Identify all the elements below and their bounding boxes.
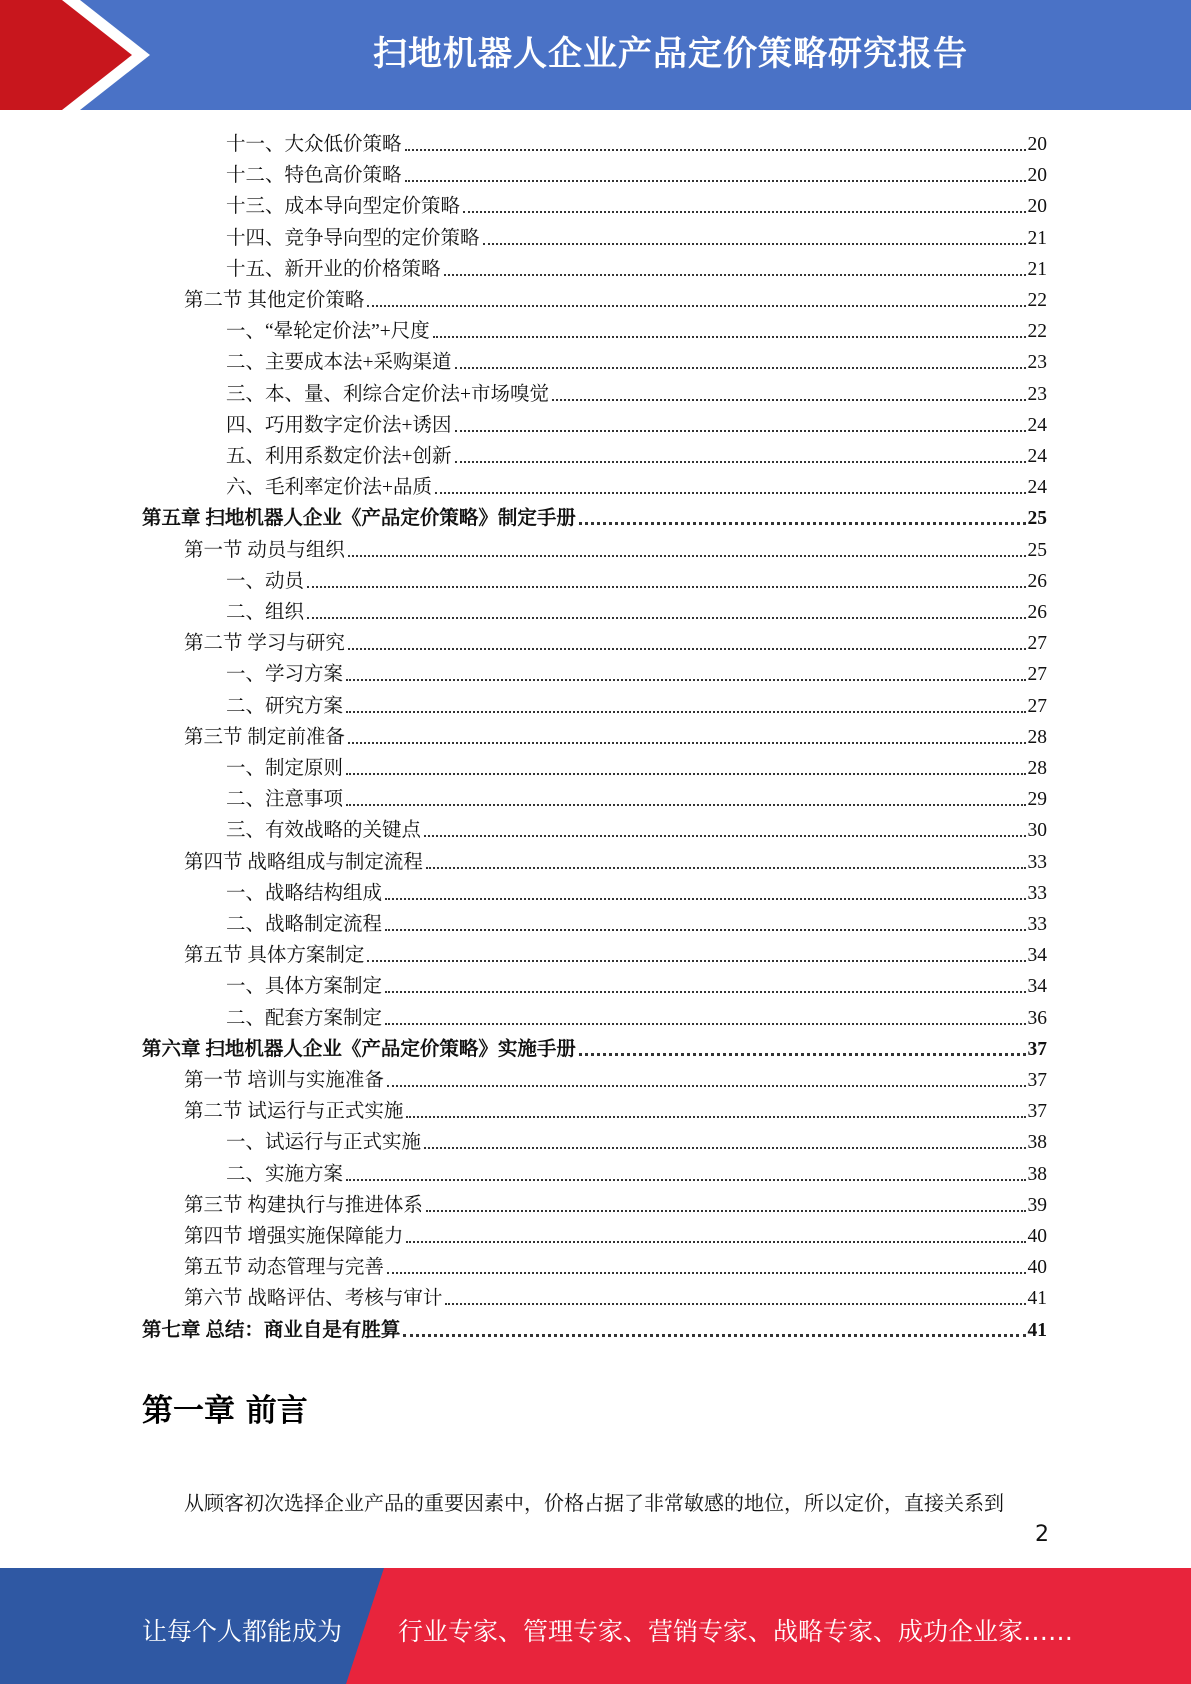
toc-dot-leader (367, 304, 1025, 307)
toc-entry-page: 24 (1027, 414, 1047, 436)
toc-dot-leader (426, 1209, 1026, 1212)
toc-entry-title: 第六章 扫地机器人企业《产品定价策略》实施手册 (142, 1038, 576, 1060)
toc-entry[interactable] (142, 1312, 1047, 1343)
toc-entry-title: 一、具体方案制定 (226, 976, 383, 998)
toc-entry[interactable] (226, 1000, 1047, 1031)
toc-entry-title: 二、主要成本法+采购渠道 (226, 352, 452, 374)
toc-entry[interactable] (226, 251, 1047, 282)
toc-entry-page: 20 (1027, 196, 1047, 218)
footer-slogan-left: 让每个人都能成为 (142, 1617, 343, 1646)
toc-dot-leader (367, 959, 1025, 962)
toc-dot-leader (435, 491, 1026, 494)
toc-entry[interactable] (226, 1124, 1047, 1155)
body-paragraph: 从顾客初次选择企业产品的重要因素中，价格占据了非常敏感的地位，所以定价，直接关系到 (184, 1493, 1004, 1515)
toc-entry-page: 20 (1027, 165, 1047, 187)
toc-dot-leader (385, 897, 1025, 900)
toc-dot-leader (455, 429, 1026, 432)
toc-entry-page: 33 (1027, 851, 1047, 873)
toc-entry-page: 38 (1027, 1132, 1047, 1154)
toc-entry-title: 十五、新开业的价格策略 (226, 258, 441, 280)
toc-dot-leader (348, 647, 1026, 650)
toc-dot-leader (405, 148, 1026, 151)
page-number: 2 (1035, 1522, 1049, 1547)
toc-entry-title: 第三节 构建执行与推进体系 (184, 1194, 423, 1216)
toc-entry-title: 一、制定原则 (226, 758, 344, 779)
toc-entry-page: 37 (1027, 1038, 1047, 1060)
toc-entry[interactable] (226, 688, 1047, 719)
toc-dot-leader (385, 928, 1025, 931)
toc-entry-page: 25 (1027, 539, 1047, 561)
toc-entry[interactable] (226, 1156, 1047, 1187)
toc-entry-page: 23 (1027, 383, 1047, 405)
toc-entry[interactable] (226, 407, 1047, 438)
toc-entry-title: 第五节 具体方案制定 (184, 945, 365, 967)
toc-entry-page: 28 (1027, 758, 1047, 779)
toc-entry-page: 25 (1027, 508, 1047, 530)
toc-dot-leader (387, 1271, 1026, 1274)
toc-entry-title: 第二节 学习与研究 (184, 633, 345, 655)
toc-entry[interactable] (226, 563, 1047, 594)
toc-entry-title: 六、毛利率定价法+品质 (226, 477, 432, 499)
toc-entry-title: 三、有效战略的关键点 (226, 820, 422, 842)
toc-dot-leader (385, 1022, 1025, 1025)
toc-dot-leader (348, 741, 1026, 744)
toc-entry-title: 一、动员 (226, 570, 305, 592)
footer-slogan-right: 行业专家、管理专家、营销专家、战略专家、成功企业家…… (398, 1617, 1074, 1646)
toc-entry-page: 34 (1027, 945, 1047, 967)
toc-entry-title: 二、配套方案制定 (226, 1007, 383, 1029)
toc-entry-title: 十四、竞争导向型的定价策略 (226, 227, 480, 249)
toc-dot-leader (579, 1052, 1026, 1056)
toc-entry-page: 21 (1027, 227, 1047, 249)
toc-entry[interactable] (184, 282, 1047, 313)
toc-entry-title: 二、战略制定流程 (226, 914, 383, 935)
toc-dot-leader (406, 1240, 1025, 1243)
toc-entry[interactable] (184, 1093, 1047, 1124)
toc-dot-leader (483, 242, 1026, 245)
toc-entry[interactable] (184, 719, 1047, 750)
toc-entry[interactable] (226, 781, 1047, 812)
toc-entry[interactable] (226, 438, 1047, 469)
toc-entry[interactable] (226, 656, 1047, 687)
toc-entry-page: 27 (1027, 695, 1047, 717)
toc-entry[interactable] (184, 937, 1047, 968)
toc-dot-leader (424, 834, 1025, 837)
toc-entry[interactable] (184, 1280, 1047, 1311)
toc-entry-title: 十二、特色高价策略 (226, 165, 402, 187)
toc-dot-leader (433, 335, 1026, 338)
toc-dot-leader (445, 1302, 1025, 1305)
page-header (0, 0, 1191, 110)
chapter-heading: 第一章 前言 (142, 1393, 308, 1429)
toc-entry[interactable] (184, 625, 1047, 656)
toc-entry-page: 30 (1027, 820, 1047, 842)
toc-entry[interactable] (184, 532, 1047, 563)
toc-dot-leader (346, 710, 1025, 713)
toc-entry-page: 34 (1027, 976, 1047, 998)
toc-entry[interactable] (142, 500, 1047, 531)
toc-entry-page: 26 (1027, 570, 1047, 592)
toc-entry-page: 40 (1027, 1257, 1047, 1279)
toc-entry-page: 27 (1027, 633, 1047, 655)
toc-entry[interactable] (226, 594, 1047, 625)
toc-entry-title: 四、巧用数字定价法+诱因 (226, 414, 452, 436)
toc-entry-title: 三、本、量、利综合定价法+市场嗅觉 (226, 383, 549, 405)
toc-dot-leader (346, 678, 1025, 681)
toc-dot-leader (385, 990, 1025, 993)
toc-entry-title: 二、研究方案 (226, 695, 344, 717)
toc-entry[interactable] (226, 126, 1047, 157)
toc-dot-leader (346, 772, 1025, 775)
toc-entry-page: 24 (1027, 477, 1047, 499)
toc-entry[interactable] (226, 344, 1047, 375)
toc-entry-page: 37 (1027, 1101, 1047, 1123)
toc-dot-leader (406, 1115, 1025, 1118)
toc-entry-title: 五、利用系数定价法+创新 (226, 446, 452, 467)
toc-entry-title: 第四节 增强实施保障能力 (184, 1226, 404, 1247)
toc-entry[interactable] (226, 875, 1047, 906)
toc-entry[interactable] (226, 750, 1047, 781)
toc-entry[interactable] (226, 968, 1047, 999)
toc-dot-leader (348, 554, 1026, 557)
toc-entry-page: 29 (1027, 789, 1047, 811)
toc-entry-title: 第四节 战略组成与制定流程 (184, 851, 423, 873)
toc-entry[interactable] (184, 1249, 1047, 1280)
toc-dot-leader (387, 1084, 1026, 1087)
toc-entry-title: 第六节 战略评估、考核与审计 (184, 1288, 443, 1310)
toc-entry-title: 第一节 培训与实施准备 (184, 1070, 384, 1091)
toc-entry-page: 27 (1027, 664, 1047, 686)
toc-entry[interactable] (226, 376, 1047, 407)
toc-entry-title: 第五章 扫地机器人企业《产品定价策略》制定手册 (142, 508, 576, 530)
toc-entry-page: 41 (1027, 1288, 1047, 1310)
toc-entry[interactable] (226, 157, 1047, 188)
toc-entry[interactable] (184, 1187, 1047, 1218)
toc-entry-title: 一、“晕轮定价法”+尺度 (226, 321, 430, 343)
toc-entry-page: 33 (1027, 914, 1047, 935)
toc-entry[interactable] (184, 844, 1047, 875)
toc-entry[interactable] (226, 469, 1047, 500)
toc-entry[interactable] (226, 313, 1047, 344)
toc-entry-title: 第一节 动员与组织 (184, 539, 345, 561)
toc-entry-page: 33 (1027, 882, 1047, 904)
toc-entry-page: 20 (1027, 134, 1047, 155)
page-footer (0, 1568, 1191, 1684)
toc-entry-page: 41 (1027, 1319, 1047, 1341)
toc-dot-leader (307, 616, 1025, 619)
toc-entry[interactable] (184, 1218, 1047, 1249)
toc-entry-page: 36 (1027, 1007, 1047, 1029)
toc-dot-leader (307, 585, 1025, 588)
toc-entry-title: 二、组织 (226, 602, 305, 623)
toc-dot-leader (346, 1178, 1025, 1181)
toc-entry-title: 十一、大众低价策略 (226, 134, 402, 155)
toc-dot-leader (455, 460, 1026, 463)
toc-entry-page: 22 (1027, 290, 1047, 311)
toc-dot-leader (552, 398, 1026, 401)
toc-entry-title: 二、实施方案 (226, 1163, 344, 1185)
toc-dot-leader (455, 366, 1026, 369)
toc-entry-page: 23 (1027, 352, 1047, 374)
toc-entry-page: 26 (1027, 602, 1047, 623)
toc-dot-leader (579, 521, 1026, 525)
toc-dot-leader (346, 803, 1025, 806)
toc-entry-title: 一、学习方案 (226, 664, 344, 686)
toc-entry-page: 38 (1027, 1163, 1047, 1185)
toc-dot-leader (403, 1333, 1025, 1337)
toc-dot-leader (424, 1146, 1025, 1149)
toc-dot-leader (463, 210, 1025, 213)
toc-entry-title: 一、试运行与正式实施 (226, 1132, 422, 1154)
toc-entry[interactable] (184, 1062, 1047, 1093)
toc-entry-title: 第五节 动态管理与完善 (184, 1257, 384, 1279)
toc-entry-page: 39 (1027, 1194, 1047, 1216)
toc-entry-page: 37 (1027, 1070, 1047, 1091)
toc-dot-leader (405, 179, 1026, 182)
toc-entry[interactable] (142, 1031, 1047, 1062)
document-title: 扫地机器人企业产品定价策略研究报告 (373, 34, 968, 74)
toc-dot-leader (444, 273, 1026, 276)
toc-entry[interactable] (226, 812, 1047, 843)
toc-entry[interactable] (226, 220, 1047, 251)
toc-entry-title: 十三、成本导向型定价策略 (226, 196, 461, 218)
toc-entry-page: 24 (1027, 446, 1047, 467)
toc-entry-title: 第二节 其他定价策略 (184, 290, 365, 311)
toc-entry-title: 一、战略结构组成 (226, 882, 383, 904)
toc-entry[interactable] (226, 188, 1047, 219)
toc-entry-page: 21 (1027, 258, 1047, 280)
toc-entry[interactable] (226, 906, 1047, 937)
toc-entry-page: 22 (1027, 321, 1047, 343)
toc-entry-title: 第七章 总结：商业自是有胜算 (142, 1319, 401, 1341)
toc-entry-title: 第二节 试运行与正式实施 (184, 1101, 404, 1123)
toc-entry-page: 28 (1027, 726, 1047, 748)
toc-entry-page: 40 (1027, 1226, 1047, 1247)
toc-dot-leader (426, 866, 1026, 869)
toc-entry-title: 二、注意事项 (226, 789, 344, 811)
toc-entry-title: 第三节 制定前准备 (184, 726, 345, 748)
